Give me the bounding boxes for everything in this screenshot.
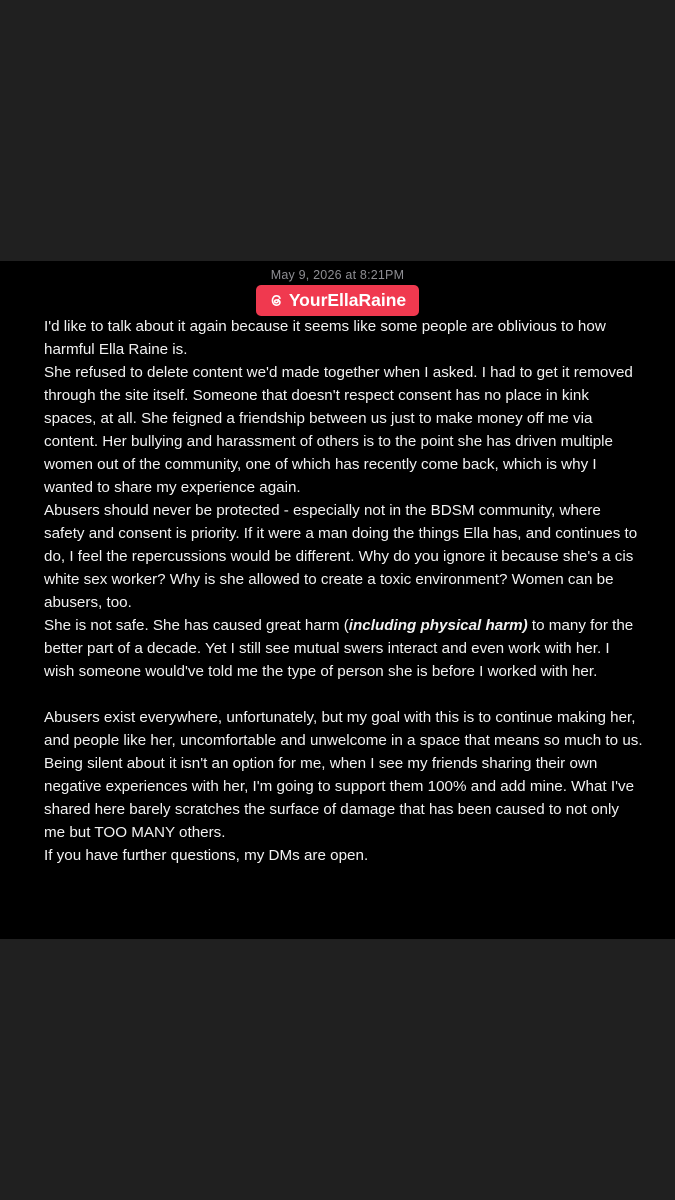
paragraph-spacer [44,683,644,706]
harm-emphasis: including physical harm) [348,617,528,634]
bottom-padding [0,939,675,1200]
threads-icon [269,293,284,308]
handle-text: YourEllaRaine [288,290,407,310]
note-paragraph: Abusers should never be protected - especially not in the BDSM community, where safety and consent is priority. If it were a man doing the things Ella has, and continues to do, I feel the repercussions would be different. Why do you ignore it because she's a cis white sex worker? Why is she allowed to create a toxic environment? Women can be abusers, too. [44,502,638,611]
note-paragraph: Abusers exist everywhere, unfortunately, but my goal with this is to continue making her, and people like her, uncomfortable and unwelcome in a space that means so much to us. Being silent about it isn't an option for me, when I see my friends sharing their own negative experiences with her, I'm going to support them 100% and add mine. What I've shared here barely scratches the surface of damage that has been caused to not only me but TOO MANY others. [44,709,643,841]
note-body [44,315,644,867]
top-padding [0,0,675,261]
note-paragraph: I'd like to talk about it again because it seems like some people are oblivious to how harmful Ella Raine is. [44,318,606,358]
note-paragraph: She refused to delete content we'd made together when I asked. I had to get it removed through the site itself. Someone that doesn't respect consent has no place in kink spaces, at all. She feigned a friendship between us just to make money off me via content. Her bullying and harassment of others is to the point she has driven multiple women out of the community, one of which has recently come back, which is why I wanted to share my experience again. [44,364,633,496]
note-timestamp: May 9, 2026 at 8:21PM [270,268,405,282]
handle-badge[interactable] [256,285,419,316]
note-paragraph-harm [44,614,644,683]
note-paragraph: If you have further questions, my DMs are open. [44,847,369,864]
harm-text-after: to many for the better part of a decade. Yet I still see mutual swers interact and even work with her. I wish someone would've told me the type of person she is before I worked with her. [44,617,634,680]
harm-text-before: She is not safe. She has caused great harm ( [44,617,349,634]
